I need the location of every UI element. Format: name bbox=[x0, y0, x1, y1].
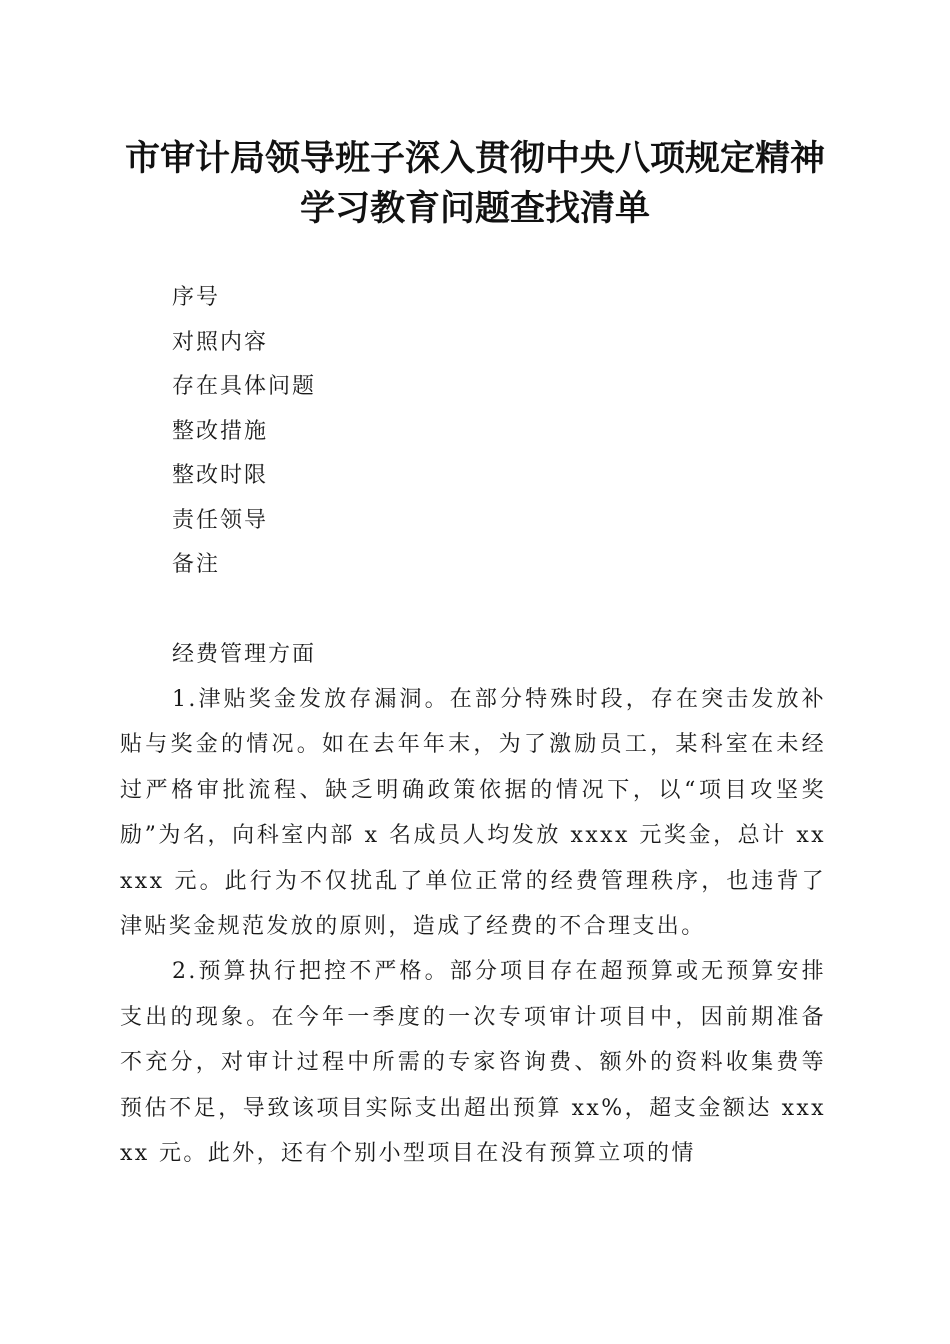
header-serial-number: 序号 bbox=[172, 285, 221, 310]
title-line-2: 学习教育问题查找清单 bbox=[299, 189, 650, 229]
header-responsible-leader: 责任领导 bbox=[172, 507, 269, 533]
header-remarks: 备注 bbox=[172, 552, 221, 577]
header-rectification-measures: 整改措施 bbox=[172, 418, 269, 444]
header-reference-content: 对照内容 bbox=[172, 329, 269, 355]
header-specific-problems: 存在具体问题 bbox=[172, 374, 317, 399]
section-title: 经费管理方面 bbox=[172, 642, 317, 667]
document-body bbox=[120, 632, 826, 1176]
document-title bbox=[100, 134, 850, 234]
header-rectification-deadline: 整改时限 bbox=[172, 463, 269, 488]
paragraph-2: 2.预算执行把控不严格。部分项目存在超预算或无预算安排支出的现象。在今年一季度的一次专项审计项目中，因前期准备不充分，对审计过程中所需的专家咨询费、额外的资料收集费等预估不足，导致该项目实际支出超出预算 xx%，超支金额达 xxxxx 元。此外，还有个别小型项目在没有预算立项的情 bbox=[120, 959, 826, 1167]
table-header-list bbox=[172, 276, 772, 588]
title-line-1: 市审计局领导班子深入贯彻中央八项规定精神 bbox=[124, 139, 825, 179]
paragraph-1: 1.津贴奖金发放存漏洞。在部分特殊时段，存在突击发放补贴与奖金的情况。如在去年年末，为了激励员工，某科室在未经过严格审批流程、缺乏明确政策依据的情况下，以“项目攻坚奖励”为名，向科室内部 x 名成员人均发放 xxxx 元奖金，总计 xxxxx 元。此行为不仅扰乱了单位正常的经费管理秩序，也违背了津贴奖金规范发放的原则，造成了经费的不合理支出。 bbox=[120, 687, 826, 940]
